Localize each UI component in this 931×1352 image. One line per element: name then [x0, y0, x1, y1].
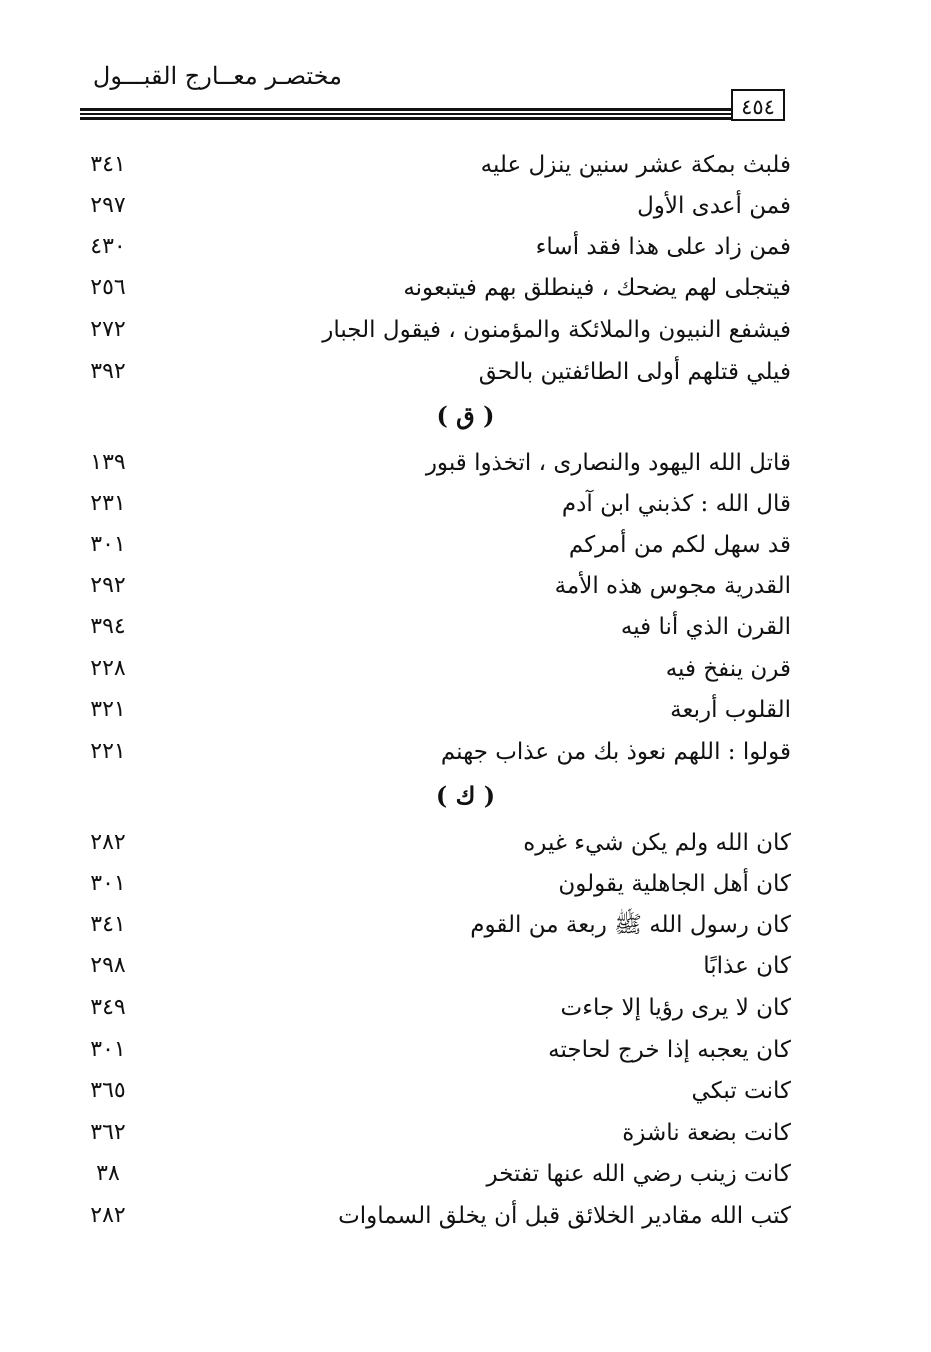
index-entry	[0, 905, 931, 945]
hadith-text: فيشفع النبيون والملائكة والمؤمنون ، فيقول الجبار	[322, 317, 791, 343]
page-ref: ٢٩٢	[90, 573, 126, 598]
page-ref: ٢٢٨	[90, 656, 126, 681]
page-ref: ٣٤١	[90, 912, 126, 937]
hadith-text: قرن ينفخ فيه	[665, 656, 791, 682]
section-heading-qaf: ( ق )	[436, 401, 495, 430]
index-entry	[0, 145, 931, 185]
header-rule	[80, 108, 731, 111]
hadith-text: كان عذابًا	[703, 953, 791, 979]
section-heading-kaf: ( ك )	[435, 781, 496, 810]
header-rule	[80, 117, 731, 120]
index-entry	[0, 864, 931, 904]
index-entry	[0, 1196, 931, 1236]
page-ref: ١٣٩	[90, 450, 126, 475]
hadith-text: كان الله ولم يكن شيء غيره	[523, 830, 791, 856]
page-ref: ٢٨٢	[90, 1203, 126, 1228]
hadith-text: فيلي قتلهم أولى الطائفتين بالحق	[478, 359, 791, 385]
index-entry	[0, 1030, 931, 1070]
page-ref: ٣٠١	[90, 532, 126, 557]
hadith-text: قد سهل لكم من أمركم	[568, 532, 791, 558]
page-ref: ٣٤٩	[90, 995, 126, 1020]
index-entry	[0, 352, 931, 392]
page-ref: ٣٦٥	[90, 1078, 126, 1103]
page-ref: ٣٨	[96, 1161, 120, 1186]
header-rule	[80, 113, 731, 115]
index-entry	[0, 566, 931, 606]
hadith-text: كانت تبكي	[691, 1078, 791, 1104]
page-ref: ٢٧٢	[90, 317, 126, 342]
index-entry	[0, 732, 931, 772]
page-ref: ٤٣٠	[90, 234, 126, 259]
hadith-text: كان رسول الله ﷺ ربعة من القوم	[470, 912, 791, 938]
index-entry	[0, 946, 931, 986]
hadith-text: فلبث بمكة عشر سنين ينزل عليه	[480, 152, 791, 178]
index-entry	[0, 988, 931, 1028]
page-ref: ٣٦٢	[90, 1120, 126, 1145]
index-entry	[0, 690, 931, 730]
index-entry	[0, 607, 931, 647]
page-ref: ٢٢١	[90, 739, 126, 764]
hadith-text: فيتجلى لهم يضحك ، فينطلق بهم فيتبعونه	[403, 275, 791, 301]
page-ref: ٣٤١	[90, 152, 126, 177]
index-entry	[0, 823, 931, 863]
hadith-text: القدرية مجوس هذه الأمة	[554, 573, 791, 599]
page-ref: ٣٩٢	[90, 359, 126, 384]
index-entry	[0, 268, 931, 308]
index-entry	[0, 227, 931, 267]
hadith-text: كانت زينب رضي الله عنها تفتخر	[486, 1161, 791, 1187]
hadith-text: القرن الذي أنا فيه	[620, 614, 791, 640]
hadith-text: قاتل الله اليهود والنصارى ، اتخذوا قبور	[425, 450, 791, 476]
page-ref: ٢٨٢	[90, 830, 126, 855]
page-ref: ٣٩٤	[90, 614, 126, 639]
page-ref: ٢٥٦	[90, 275, 126, 300]
hadith-text: فمن زاد على هذا فقد أساء	[535, 234, 791, 260]
index-entry	[0, 1113, 931, 1153]
hadith-text: فمن أعدى الأول	[637, 193, 791, 219]
page-ref: ٣٢١	[90, 697, 126, 722]
hadith-text: قولوا : اللهم نعوذ بك من عذاب جهنم	[440, 739, 791, 765]
hadith-text: كتب الله مقادير الخلائق قبل أن يخلق السماوات	[338, 1203, 791, 1229]
page-ref: ٣٠١	[90, 871, 126, 896]
hadith-text: قال الله : كذبني ابن آدم	[561, 491, 791, 517]
page-ref: ٢٣١	[90, 491, 126, 516]
hadith-text: كان يعجبه إذا خرج لحاجته	[548, 1037, 791, 1063]
hadith-text: كانت بضعة ناشزة	[622, 1120, 791, 1146]
index-entry	[0, 649, 931, 689]
index-entry	[0, 525, 931, 565]
hadith-text: كان أهل الجاهلية يقولون	[558, 871, 791, 897]
page-ref: ٢٩٧	[90, 193, 126, 218]
index-entry	[0, 310, 931, 350]
page-ref: ٣٠١	[90, 1037, 126, 1062]
index-entry	[0, 1071, 931, 1111]
index-entry	[0, 186, 931, 226]
index-entry	[0, 1154, 931, 1194]
hadith-text: كان لا يرى رؤيا إلا جاءت	[560, 995, 791, 1021]
page-ref: ٢٩٨	[90, 953, 126, 978]
page-number-box: ٤٥٤	[731, 89, 785, 121]
hadith-text: القلوب أربعة	[670, 697, 791, 723]
index-entry	[0, 484, 931, 524]
header-title: مختصـر معــارج القبـــول	[92, 62, 342, 90]
index-entry	[0, 443, 931, 483]
